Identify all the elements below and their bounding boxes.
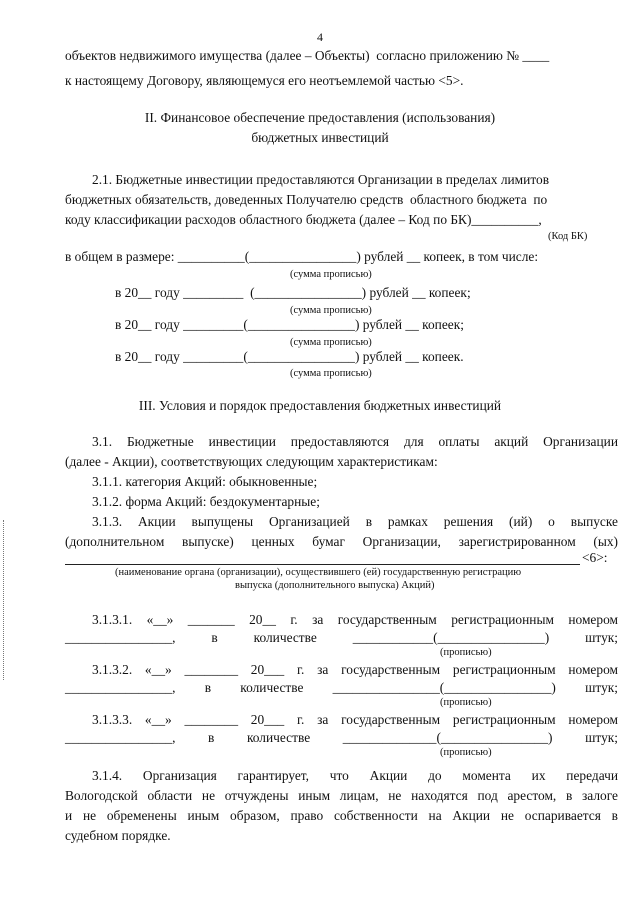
registration-3-line-1: 3.1.3.3. «__» ________ 20___ г. за государственным регистрационным номером (92, 712, 618, 727)
clause-3-1-line-1: 3.1. Бюджетные инвестиции предоставляются для оплаты акций Организации (92, 434, 618, 449)
clause-2-1-line-2: бюджетных обязательств, доведенных Получателю средств областного бюджета по (65, 192, 548, 207)
kod-bk-caption: (Код БК) (548, 231, 588, 242)
clause-3-1-3-line-1: 3.1.3. Акции выпущены Организацией в рамках решения (ий) о выпуске (92, 514, 618, 529)
registration-2-line-2: ________________, в количестве ________________(________________) штук; (65, 680, 618, 695)
total-amount-caption: (сумма прописью) (290, 269, 372, 280)
clause-2-1-line-1: 2.1. Бюджетные инвестиции предоставляются Организации в пределах лимитов (92, 172, 550, 187)
clause-3-1-4-line-1: 3.1.4. Организация гарантирует, что Акции до момента их передачи (92, 768, 618, 783)
total-amount-line: в общем в размере: __________(________________) рублей __ копеек, в том числе: (65, 249, 539, 264)
clause-3-1-1: 3.1.1. категория Акций: обыкновенные; (92, 474, 318, 489)
year-caption-2: (сумма прописью) (290, 337, 372, 348)
year-line-2: в 20__ году _________(________________) рублей __ копеек; (115, 317, 464, 332)
clause-3-1-4-line-4: судебном порядке. (65, 828, 171, 843)
year-line-1: в 20__ году _________ (________________) рублей __ копеек; (115, 285, 471, 300)
clause-3-1-4-line-3: и не обременены иным образом, право собственности на Акции не оспаривается в (65, 808, 618, 823)
intro-line-1: объектов недвижимого имущества (далее – Объекты) согласно приложению № ____ (65, 48, 550, 63)
section-3-heading: III. Условия и порядок предоставления бюджетных инвестиций (138, 398, 502, 413)
registration-3-caption: (прописью) (440, 747, 492, 758)
clause-3-1-4-line-2: Вологодской области не отчуждены иным лицам, не находятся под арестом, в залоге (65, 788, 618, 803)
registration-1-caption: (прописью) (440, 647, 492, 658)
intro-line-2: к настоящему Договору, являющемуся его неотъемлемой частью <5>. (65, 73, 464, 88)
registration-authority-blank (65, 564, 580, 565)
registration-1-line-1: 3.1.3.1. «__» _______ 20__ г. за государственным регистрационным номером (92, 612, 618, 627)
registration-3-line-2: ________________, в количестве ______________(________________) штук; (65, 730, 618, 745)
clause-3-1-3-line-2: (дополнительном выпуске) ценных бумаг Организации, зарегистрированном (ых) (65, 534, 618, 549)
registration-authority-caption-1: (наименование органа (организации), осуществившего (ей) государственную регистрацию (115, 567, 522, 578)
year-caption-3: (сумма прописью) (290, 368, 372, 379)
registration-2-caption: (прописью) (440, 697, 492, 708)
registration-authority-caption-2: выпуска (дополнительного выпуска) Акций) (235, 580, 435, 591)
year-caption-1: (сумма прописью) (290, 305, 372, 316)
footnote-marker-6: <6>: (582, 550, 608, 565)
clause-3-1-2: 3.1.2. форма Акций: бездокументарные; (92, 494, 320, 509)
section-2-heading-line-1: II. Финансовое обеспечение предоставления (использования) (144, 110, 496, 125)
page-number: 4 (317, 30, 323, 44)
registration-1-line-2: ________________, в количестве ____________(________________) штук; (65, 630, 618, 645)
year-line-3: в 20__ году _________(________________) рублей __ копеек. (115, 349, 464, 364)
clause-3-1-line-2: (далее - Акции), соответствующих следующим характеристикам: (65, 454, 438, 469)
section-2-heading-line-2: бюджетных инвестиций (251, 130, 389, 145)
scan-edge-mark (3, 520, 6, 680)
registration-2-line-1: 3.1.3.2. «__» ________ 20___ г. за государственным регистрационным номером (92, 662, 618, 677)
clause-2-1-line-3: коду классификации расходов областного бюджета (далее – Код по БК)__________, (65, 212, 542, 227)
